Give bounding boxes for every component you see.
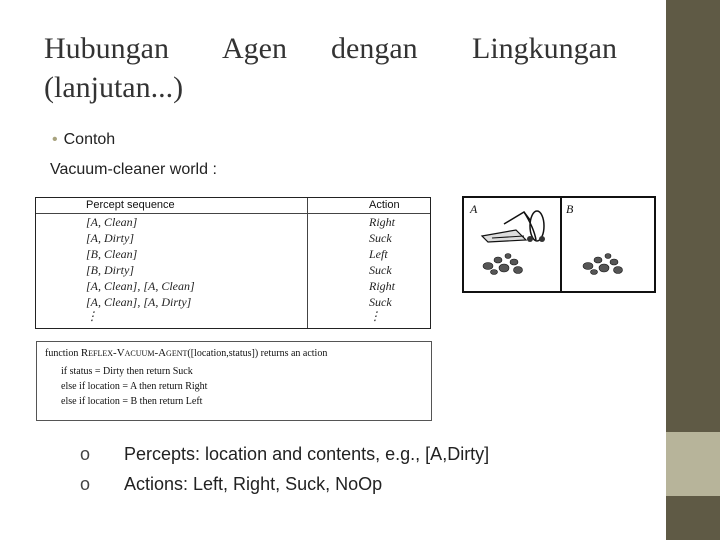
bullet-text: Contoh — [63, 131, 116, 148]
percept-table — [35, 197, 431, 329]
table-cell-percept: [A, Clean], [A, Clean] — [86, 279, 195, 293]
title-word-3: dengan — [331, 32, 418, 65]
function-line: if status = Dirty then return Suck — [61, 366, 193, 377]
title-word-2: Agen — [222, 32, 287, 65]
subtitle-text: Vacuum-cleaner world : — [50, 161, 217, 178]
table-header-action: Action — [369, 199, 400, 211]
vacuum-cleaner-icon — [464, 198, 654, 291]
function-header — [45, 347, 327, 359]
title-word-1: Hubungan — [44, 32, 169, 65]
table-cell-action: Right — [369, 279, 395, 293]
room-a-label: A — [470, 202, 478, 216]
function-keyword: function — [45, 348, 79, 359]
table-cell-percept: [A, Dirty] — [86, 231, 134, 245]
table-header-rule — [36, 213, 430, 214]
table-cell-percept: [B, Dirty] — [86, 263, 134, 277]
table-cell-action: Left — [369, 247, 388, 261]
table-cell-action: Suck — [369, 231, 392, 245]
table-column-divider — [307, 198, 308, 328]
table-cell-percept: [B, Clean] — [86, 247, 138, 261]
title-line-2: (lanjutan...) — [44, 71, 184, 104]
table-cell-action: Right — [369, 215, 395, 229]
table-cell-percept: [A, Clean] — [86, 215, 138, 229]
function-line: else if location = B then return Left — [61, 396, 203, 407]
title-word-4: Lingkungan — [472, 32, 617, 65]
circle-bullet-icon: o — [80, 474, 91, 494]
circle-bullet-icon: o — [80, 444, 91, 464]
table-cell-percept: [A, Clean], [A, Dirty] — [86, 295, 192, 309]
room-b-label: B — [566, 202, 574, 216]
table-header-percept: Percept sequence — [86, 199, 175, 211]
table-cell-action: Suck — [369, 263, 392, 277]
function-line: else if location = A then return Right — [61, 381, 208, 392]
vacuum-world-diagram — [462, 196, 656, 293]
list-item-text: Actions: Left, Right, Suck, NoOp — [124, 474, 383, 494]
list-item — [80, 444, 489, 465]
slide-title — [44, 30, 644, 110]
bullet-item — [52, 131, 115, 149]
bullet-dot-icon: • — [52, 131, 58, 148]
table-cell-percept: ⋮ — [86, 309, 98, 323]
function-name: Reflex-Vacuum-Agent — [80, 347, 188, 359]
table-cell-action: ⋮ — [369, 309, 381, 323]
function-signature: ([location,status]) returns an action — [187, 348, 328, 359]
list-item-text: Percepts: location and contents, e.g., [A,Dirty] — [124, 444, 490, 464]
agent-function-box — [36, 341, 432, 421]
table-cell-action: Suck — [369, 295, 392, 309]
sidebar-accent — [666, 432, 720, 496]
list-item — [80, 474, 382, 495]
